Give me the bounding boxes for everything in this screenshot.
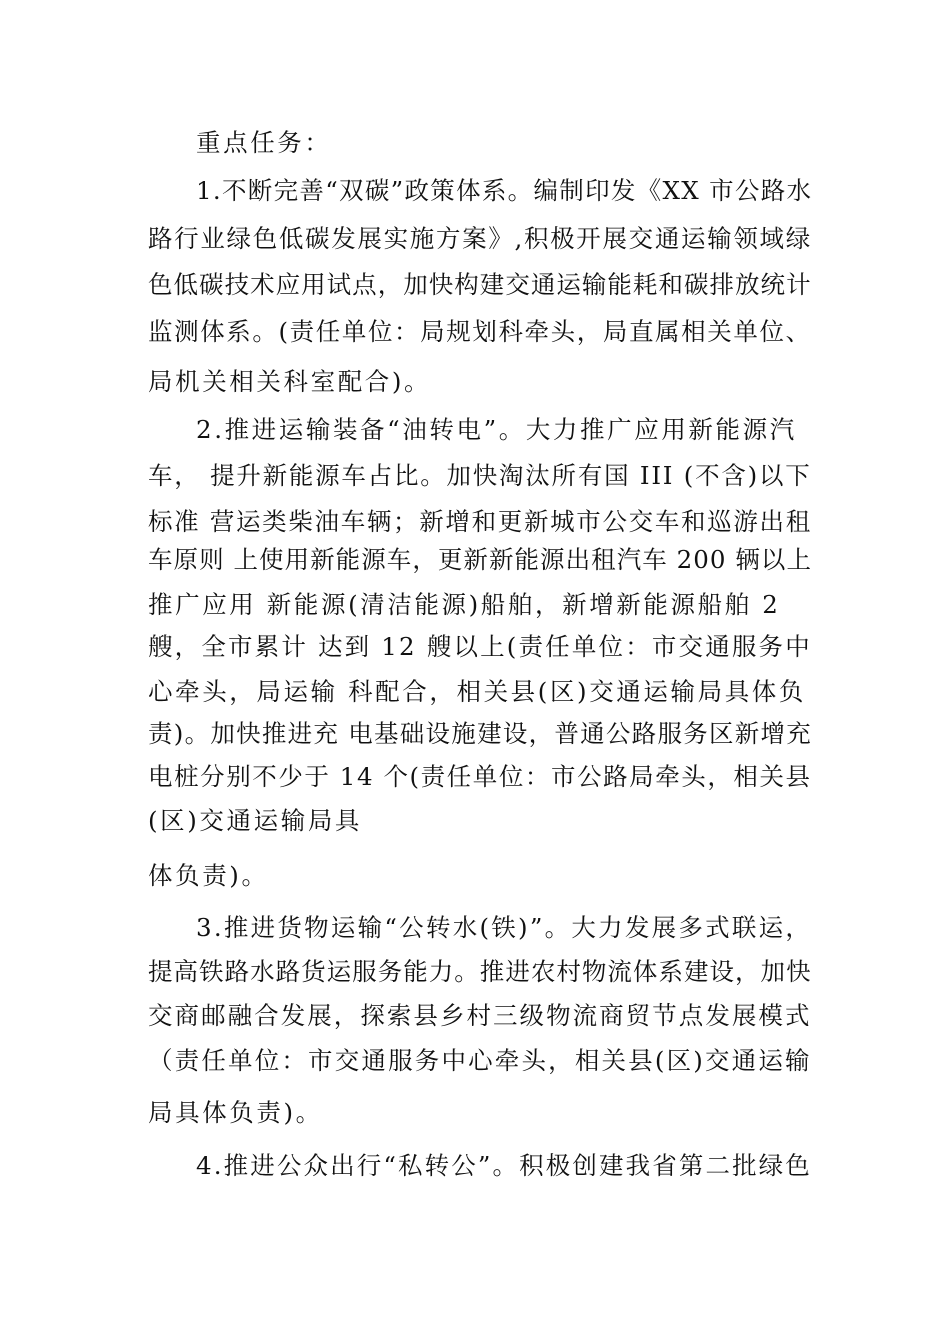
paragraph-2-line-2: 车， 提升新能源车占比。加快淘汰所有国 III (不含)以下 <box>148 461 812 490</box>
paragraph-3-line-4: （责任单位：市交通服务中心牵头，相关县(区)交通运输 <box>148 1046 812 1075</box>
paragraph-2-line-9: 电桩分别不少于 14 个(责任单位：市公路局牵头，相关县 <box>148 762 812 791</box>
paragraph-2-line-7: 心牵头，局运输 科配合，相关县(区)交通运输局具体负 <box>148 677 807 706</box>
paragraph-1-line-4: 监测体系。(责任单位：局规划科牵头，局直属相关单位、 <box>148 317 812 346</box>
paragraph-3-line-2: 提高铁路水路货运服务能力。推进农村物流体系建设，加快 <box>148 957 812 986</box>
paragraph-3-line-1: 3.推进货物运输“公转水(铁)”。大力发展多式联运， <box>196 913 813 942</box>
paragraph-2-line-1: 2.推进运输装备“油转电”。大力推广应用新能源汽 <box>196 415 797 444</box>
paragraph-1-line-3: 色低碳技术应用试点，加快构建交通运输能耗和碳排放统计 <box>148 270 812 299</box>
paragraph-1-line-1: 1.不断完善“双碳”政策体系。编制印发《XX 市公路水 <box>196 176 813 205</box>
paragraph-2-line-4: 车原则 上使用新能源车，更新新能源出租汽车 200 辆以上 <box>148 545 813 574</box>
paragraph-3-line-5: 局具体负责)。 <box>148 1098 323 1127</box>
paragraph-2-line-3: 标准 营运类柴油车辆；新增和更新城市公交车和巡游出租 <box>148 507 812 536</box>
paragraph-1-line-2: 路行业绿色低碳发展实施方案》,积极开展交通运输领域绿 <box>148 224 812 253</box>
paragraph-2-line-6: 艘，全市累计 达到 12 艘以上(责任单位：市交通服务中 <box>148 632 812 661</box>
paragraph-4-line-1: 4.推进公众出行“私转公”。积极创建我省第二批绿色 <box>196 1151 812 1180</box>
section-heading: 重点任务： <box>196 128 332 157</box>
paragraph-2-line-5: 推广应用 新能源(清洁能源)船舶，新增新能源船舶 2 <box>148 590 781 619</box>
paragraph-3-line-3: 交商邮融合发展，探索县乡村三级物流商贸节点发展模式 <box>148 1001 812 1030</box>
paragraph-2-line-11: 体负责)。 <box>148 861 269 890</box>
paragraph-1-line-5: 局机关相关科室配合)。 <box>148 367 432 396</box>
paragraph-2-line-8: 责)。加快推进充 电基础设施建设，普通公路服务区新增充 <box>148 719 813 748</box>
paragraph-2-line-10: (区)交通运输局具 <box>148 806 363 835</box>
